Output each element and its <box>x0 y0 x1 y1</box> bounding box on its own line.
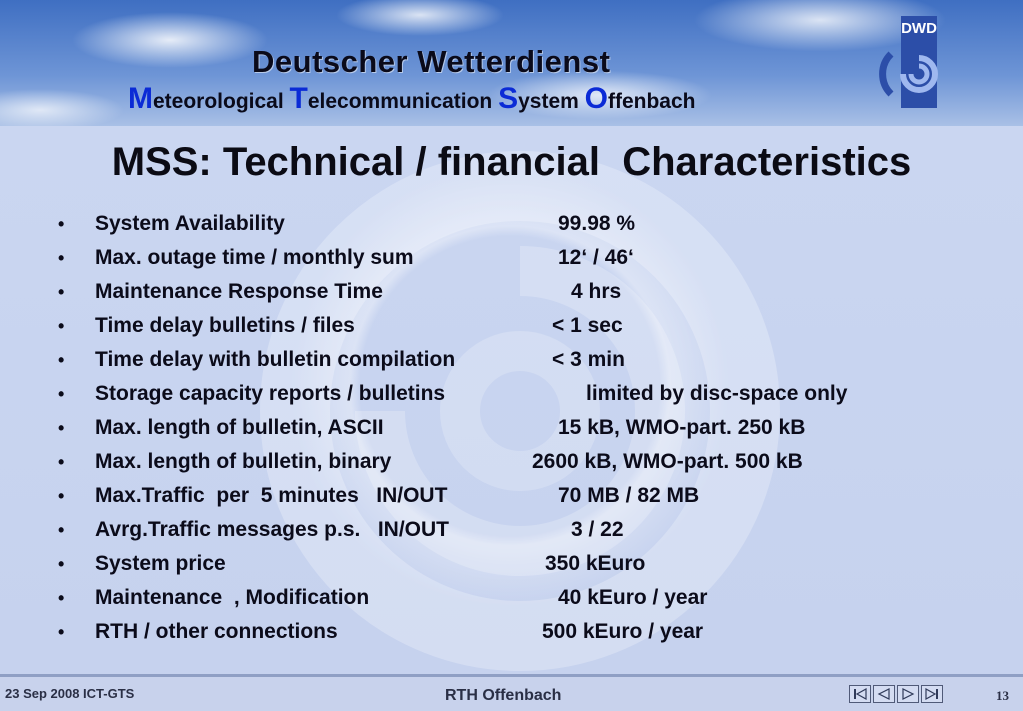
item-label: Max. length of bulletin, ASCII <box>95 416 384 439</box>
subtitle-word: ystem <box>518 90 585 113</box>
dwd-logo-icon <box>877 14 941 110</box>
first-slide-icon <box>852 688 868 700</box>
item-value: 99.98 % <box>558 212 636 235</box>
list-item <box>0 518 1023 552</box>
item-value: 15 kB, WMO-part. 250 kB <box>558 416 806 439</box>
list-item <box>0 552 1023 586</box>
previous-slide-button[interactable] <box>873 685 895 703</box>
subtitle-capital: T <box>289 82 308 115</box>
last-slide-button[interactable] <box>921 685 943 703</box>
item-value: 350 kEuro <box>545 552 646 575</box>
last-slide-icon <box>924 688 940 700</box>
item-value: < 1 sec <box>552 314 623 337</box>
bullet: • <box>58 214 65 234</box>
item-label: Max. outage time / monthly sum <box>95 246 414 269</box>
item-value: 500 kEuro / year <box>542 620 704 643</box>
bullet: • <box>58 520 65 540</box>
item-label: Avrg.Traffic messages p.s. IN/OUT <box>95 518 450 541</box>
item-label: Max.Traffic per 5 minutes IN/OUT <box>95 484 448 507</box>
bullet: • <box>58 248 65 268</box>
slide-footer <box>0 674 1023 711</box>
bullet: • <box>58 282 65 302</box>
first-slide-button[interactable] <box>849 685 871 703</box>
previous-slide-icon <box>876 688 892 700</box>
list-item <box>0 586 1023 620</box>
item-label: Time delay bulletins / files <box>95 314 355 337</box>
footer-location: RTH Offenbach <box>445 687 562 704</box>
next-slide-icon <box>900 688 916 700</box>
item-label: RTH / other connections <box>95 620 338 643</box>
subtitle-capital: M <box>128 82 153 115</box>
bullet: • <box>58 554 65 574</box>
header-banner <box>0 0 1023 126</box>
bullet: • <box>58 384 65 404</box>
item-label: System price <box>95 552 226 575</box>
item-label: System Availability <box>95 212 285 235</box>
item-label: Maintenance Response Time <box>95 280 383 303</box>
bullet: • <box>58 588 65 608</box>
bullet: • <box>58 350 65 370</box>
list-item <box>0 416 1023 450</box>
list-item <box>0 212 1023 246</box>
item-value: limited by disc-space only <box>586 382 848 405</box>
list-item <box>0 620 1023 654</box>
subtitle-capital: O <box>584 82 608 115</box>
item-label: Max. length of bulletin, binary <box>95 450 392 473</box>
bullet: • <box>58 486 65 506</box>
logo-text: DWD <box>901 20 937 37</box>
organization-subtitle <box>128 82 696 116</box>
subtitle-word: ffenbach <box>607 90 696 113</box>
item-value: 3 / 22 <box>571 518 624 541</box>
list-item <box>0 280 1023 314</box>
footer-date-event: 23 Sep 2008 ICT-GTS <box>5 686 135 701</box>
list-item <box>0 246 1023 280</box>
subtitle-word: elecommunication <box>307 90 499 113</box>
organization-title: Deutscher Wetterdienst <box>252 44 611 79</box>
characteristics-list <box>0 212 1023 654</box>
subtitle-capital: S <box>498 82 519 115</box>
list-item <box>0 348 1023 382</box>
page-number: 13 <box>996 688 1009 703</box>
slide-navigation <box>849 685 943 703</box>
bullet: • <box>58 622 65 642</box>
item-value: 70 MB / 82 MB <box>558 484 700 507</box>
item-value: 12‘ / 46‘ <box>558 246 634 269</box>
item-label: Time delay with bulletin compilation <box>95 348 456 371</box>
slide-title: MSS: Technical / financial Characteristics <box>111 140 912 184</box>
item-value: < 3 min <box>552 348 625 371</box>
list-item <box>0 484 1023 518</box>
item-label: Storage capacity reports / bulletins <box>95 382 446 405</box>
next-slide-button[interactable] <box>897 685 919 703</box>
list-item <box>0 314 1023 348</box>
item-value: 40 kEuro / year <box>558 586 708 609</box>
item-label: Maintenance , Modification <box>95 586 370 609</box>
subtitle-word: eteorological <box>153 90 290 113</box>
bullet: • <box>58 418 65 438</box>
list-item <box>0 382 1023 416</box>
bullet: • <box>58 452 65 472</box>
item-value: 2600 kB, WMO-part. 500 kB <box>532 450 803 473</box>
list-item <box>0 450 1023 484</box>
bullet: • <box>58 316 65 336</box>
slide-content <box>0 126 1023 674</box>
item-value: 4 hrs <box>571 280 622 303</box>
